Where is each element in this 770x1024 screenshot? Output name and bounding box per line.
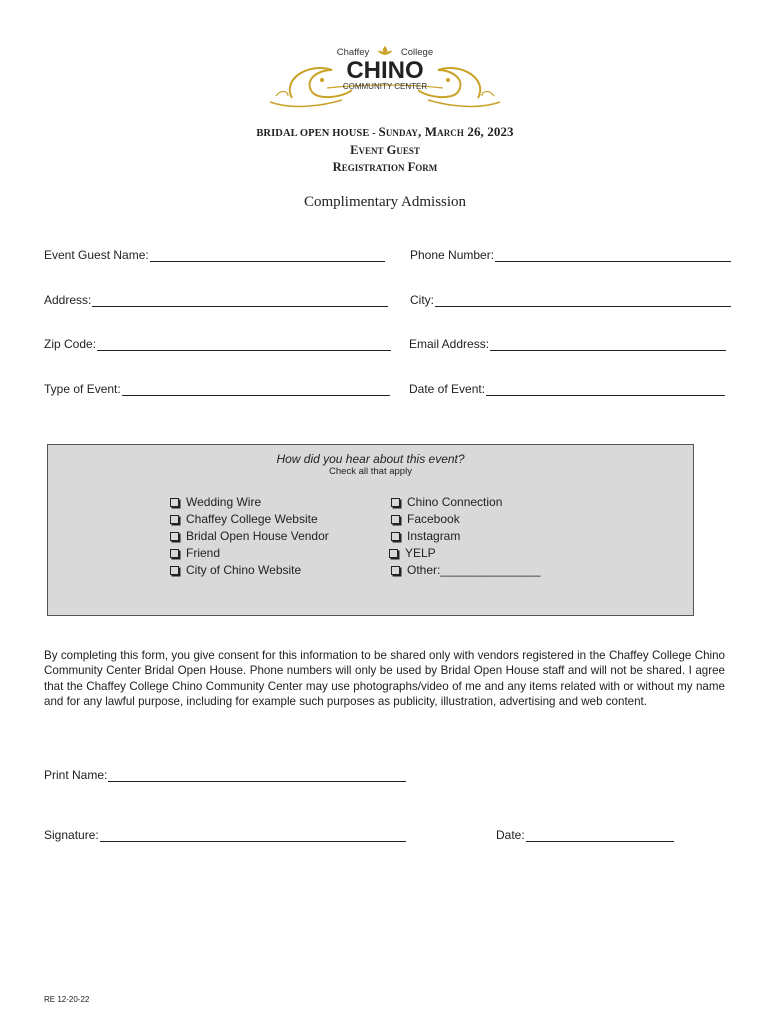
phone-number-label: Phone Number: [410,248,495,262]
option-label: Bridal Open House Vendor [186,529,329,543]
checkbox-icon[interactable] [391,566,400,575]
form-revision-code: RE 12-20-22 [44,995,90,1004]
option-chaffey-college-website[interactable] [170,512,318,526]
date-of-event-field[interactable] [409,382,725,396]
form-title-line-3: Registration Form [332,160,438,174]
city-label: City: [410,293,434,307]
logo-bottom-text: COMMUNITY CENTER [342,82,428,91]
option-label: Other:_______________ [407,563,541,577]
title-day: Sunday [378,124,419,139]
checkbox-icon[interactable] [170,549,179,558]
type-of-event-label: Type of Event: [44,382,121,396]
print-name-input-line[interactable] [108,769,406,782]
title-date: 26, 2023 [467,124,514,139]
signature-input-line[interactable] [100,829,406,842]
option-label: Friend [186,546,221,560]
logo-top-text-left: Chaffey [336,47,370,58]
phone-number-field[interactable] [410,248,731,262]
form-title-line-2: Event Guest [350,143,420,157]
checkbox-icon[interactable] [170,532,179,541]
option-chino-connection[interactable] [391,495,502,509]
email-address-label: Email Address: [409,337,490,351]
title-month: March [424,124,464,139]
city-input-line[interactable] [435,294,731,307]
chino-community-center-logo [262,40,508,112]
option-city-of-chino-website[interactable] [170,563,301,577]
email-address-input-line[interactable] [490,338,726,351]
event-guest-name-input-line[interactable] [150,249,385,262]
logo-main-text: CHINO [346,57,424,84]
option-label: Chino Connection [407,495,503,509]
event-guest-name-field[interactable] [44,248,385,262]
logo-top-text-right: College [400,47,434,58]
title-prefix: BRIDAL OPEN HOUSE - [256,128,379,139]
option-label: Wedding Wire [186,495,262,509]
option-wedding-wire[interactable] [170,495,261,509]
referral-hint: Check all that apply [329,466,412,477]
date-label: Date: [496,828,525,842]
date-field[interactable] [496,828,674,842]
checkbox-icon[interactable] [170,498,179,507]
date-of-event-input-line[interactable] [486,383,725,396]
date-input-line[interactable] [526,829,674,842]
zip-code-label: Zip Code: [44,337,97,351]
referral-question: How did you hear about this event? [276,452,465,466]
checkbox-icon[interactable] [170,566,179,575]
option-bridal-open-house-vendor[interactable] [170,529,329,543]
option-facebook[interactable] [391,512,460,526]
zip-code-input-line[interactable] [97,338,391,351]
option-label: Instagram [407,529,461,543]
form-title-line-1: BRIDAL OPEN HOUSE - Sunday, March 26, 2023 [256,124,514,139]
option-yelp[interactable] [389,546,436,560]
option-other[interactable] [391,563,540,577]
option-label: City of Chino Website [186,563,302,577]
checkbox-icon[interactable] [389,549,398,558]
signature-label: Signature: [44,828,99,842]
option-instagram[interactable] [391,529,460,543]
checkbox-icon[interactable] [170,515,179,524]
form-subtitle: Complimentary Admission [303,194,467,210]
phone-number-input-line[interactable] [495,249,731,262]
option-friend[interactable] [170,546,220,560]
referral-source-box [47,444,694,616]
option-label: YELP [405,546,436,560]
type-of-event-field[interactable] [44,382,390,396]
address-label: Address: [44,293,92,307]
consent-paragraph: By completing this form, you give consent for this information to be shared only with vendors registered in the Chaffey College Chino Community Center Bridal Open House. Phone numbers will only be used by Bridal Open House staff and will not be shared. I agree that the Chaffey College Chino Community Center may use photographs/video of me and any items related with or without my name and for any lawful purpose, including for example such purposes as publicity, illustration, advertising and web content. [44,649,725,708]
checkbox-icon[interactable] [391,532,400,541]
checkbox-icon[interactable] [391,498,400,507]
event-guest-name-label: Event Guest Name: [44,248,149,262]
email-address-field[interactable] [409,337,726,351]
checkbox-icon[interactable] [391,515,400,524]
print-name-label: Print Name: [44,768,108,782]
zip-code-field[interactable] [44,337,391,351]
address-input-line[interactable] [92,294,388,307]
date-of-event-label: Date of Event: [409,382,486,396]
print-name-field[interactable] [44,768,406,782]
option-label: Facebook [407,512,460,526]
address-field[interactable] [44,293,388,307]
city-field[interactable] [410,293,731,307]
type-of-event-input-line[interactable] [122,383,390,396]
option-label: Chaffey College Website [186,512,318,526]
signature-field[interactable] [44,828,406,842]
